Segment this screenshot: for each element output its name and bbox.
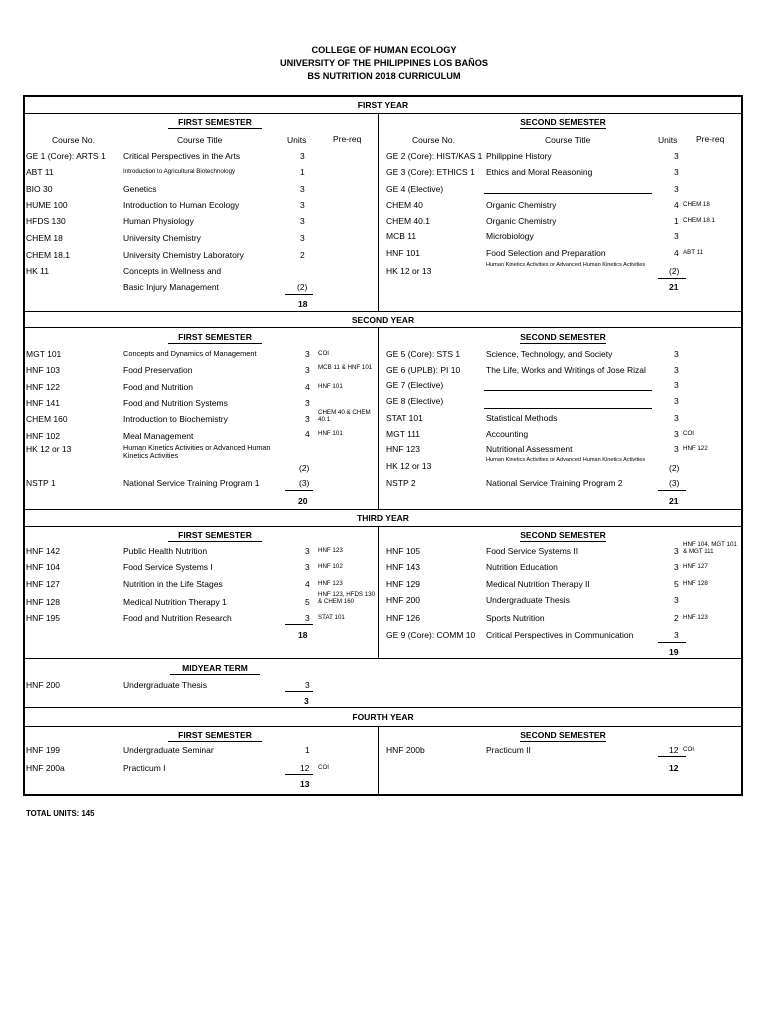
course-title: Food and Nutrition Research (123, 613, 232, 623)
course-no: CHEM 40.1 (386, 216, 430, 226)
course-units: 3 (674, 444, 679, 454)
total-underline (285, 624, 313, 625)
course-no: HNF 126 (386, 613, 421, 623)
semester-title: SECOND SEMESTER (520, 117, 606, 127)
semester-total: 20 (298, 496, 308, 506)
course-prereq: COI (318, 350, 330, 357)
course-title: Basic Injury Management (123, 282, 219, 292)
underline (168, 541, 262, 542)
course-prereq: HNF 122 (683, 445, 708, 452)
course-prereq: STAT 101 (318, 614, 345, 621)
course-title: Concepts in Wellness and (123, 266, 222, 276)
university-name: UNIVERSITY OF THE PHILIPPINES LOS BAÑOS (279, 58, 489, 68)
course-no: HNF 200a (26, 763, 65, 773)
course-title: Nutritional Assessment (486, 444, 573, 454)
course-no: NSTP 1 (26, 478, 56, 488)
course-title: Genetics (123, 184, 157, 194)
course-no: HNF 122 (26, 382, 61, 392)
course-no: MCB 11 (386, 231, 417, 241)
course-prereq: CHEM 40 & CHEM 40.1 (318, 409, 371, 424)
semester-title: SECOND SEMESTER (520, 332, 606, 342)
course-units: 3 (305, 546, 310, 556)
course-no: HK 12 or 13 (386, 461, 432, 471)
row-divider (23, 509, 743, 510)
semester-total: 13 (300, 779, 310, 789)
course-units: 1 (674, 216, 679, 226)
course-units: 5 (674, 579, 679, 589)
elective-blank-line (484, 408, 652, 409)
underline (170, 674, 260, 675)
course-no: HNF 105 (386, 546, 421, 556)
semester-total: 12 (669, 763, 679, 773)
course-units: 3 (674, 595, 679, 605)
course-no: HK 12 or 13 (386, 266, 432, 276)
course-units: 4 (674, 200, 679, 210)
course-units: 12 (300, 763, 310, 773)
course-title: University Chemistry (123, 233, 201, 243)
year-title: FIRST YEAR (357, 100, 409, 110)
semester-total: 21 (669, 496, 679, 506)
course-no: MGT 111 (386, 429, 421, 439)
course-title: Introduction to Biochemistry (123, 414, 228, 424)
course-no: HUME 100 (26, 200, 68, 210)
underline (520, 541, 606, 542)
course-title: Food and Nutrition (123, 382, 193, 392)
col-header-units: Units (658, 135, 678, 145)
course-no: NSTP 2 (386, 478, 416, 488)
course-units: 3 (674, 167, 679, 177)
course-title: Food and Nutrition Systems (123, 398, 228, 408)
course-no: GE 2 (Core): HIST/KAS 1 (386, 151, 483, 161)
course-title: Human Kinetics Activities or Advanced Human Kinetics Activities (486, 262, 646, 268)
course-prereq: COI (683, 746, 695, 753)
course-no: HNF 127 (26, 579, 61, 589)
col-header-course-no: Course No. (52, 135, 95, 145)
course-units: (2) (669, 266, 680, 276)
course-title: Undergraduate Thesis (486, 595, 570, 605)
course-units: (3) (669, 478, 680, 488)
course-units: 3 (305, 414, 310, 424)
course-prereq: HNF 127 (683, 563, 708, 570)
course-title: Human Kinetics Activities or Advanced Human Kinetics Activities (123, 443, 271, 461)
course-no: MGT 101 (26, 349, 62, 359)
course-units: 3 (300, 151, 305, 161)
total-underline (658, 756, 686, 757)
row-divider (23, 726, 743, 727)
course-no: STAT 101 (386, 413, 423, 423)
course-title: Statistical Methods (486, 413, 558, 423)
course-title: Human Physiology (123, 216, 194, 226)
course-units: 3 (305, 562, 310, 572)
course-title: Accounting (486, 429, 529, 439)
course-prereq: CHEM 18 (683, 201, 710, 208)
course-no: GE 6 (UPLB): PI 10 (386, 365, 461, 375)
course-title: Sports Nutrition (486, 613, 545, 623)
course-no: ABT 11 (26, 167, 54, 177)
column-divider (378, 526, 379, 658)
total-underline (658, 490, 686, 491)
course-units: 2 (300, 250, 305, 260)
course-title: Practicum I (123, 763, 166, 773)
course-units: 3 (674, 365, 679, 375)
course-title: Critical Perspectives in the Arts (123, 151, 241, 161)
course-prereq: HNF 123 (683, 614, 708, 621)
course-units: 1 (305, 745, 310, 755)
course-no: HNF 200 (386, 595, 421, 605)
course-title: Food Preservation (123, 365, 193, 375)
course-title: Practicum II (486, 745, 531, 755)
course-prereq: COI (683, 430, 695, 437)
semester-title: SECOND SEMESTER (520, 530, 606, 540)
course-no: HNF 128 (26, 597, 61, 607)
course-units: 12 (669, 745, 679, 755)
course-title: Public Health Nutrition (123, 546, 208, 556)
semester-title: MIDYEAR TERM (182, 663, 248, 673)
course-no: HNF 103 (26, 365, 61, 375)
college-name: COLLEGE OF HUMAN ECOLOGY (311, 45, 457, 55)
course-units: 3 (305, 349, 310, 359)
course-units: 4 (674, 248, 679, 258)
col-header-course-title: Course Title (545, 135, 591, 145)
course-no: HNF 142 (26, 546, 61, 556)
course-units: 3 (674, 429, 679, 439)
course-units: 3 (674, 630, 679, 640)
course-units: 3 (300, 233, 305, 243)
course-units: 3 (674, 349, 679, 359)
course-no: CHEM 160 (26, 414, 68, 424)
course-no: HNF 141 (26, 398, 61, 408)
course-no: CHEM 18.1 (26, 250, 70, 260)
underline (520, 128, 606, 129)
elective-blank-line (484, 390, 652, 391)
course-prereq: HNF 128 (683, 580, 708, 587)
course-units: 3 (300, 216, 305, 226)
course-prereq: CHEM 18.1 (683, 217, 715, 224)
course-no: GE 8 (Elective) (386, 396, 444, 406)
course-title: Food Service Systems I (123, 562, 213, 572)
col-header-course-title: Course Title (177, 135, 223, 145)
course-title: Concepts and Dynamics of Management (123, 349, 257, 358)
course-units: (2) (299, 463, 310, 473)
year-title: FOURTH YEAR (352, 712, 414, 722)
course-units: 3 (674, 546, 679, 556)
course-no: CHEM 18 (26, 233, 63, 243)
course-units: 2 (674, 613, 679, 623)
course-no: GE 1 (Core): ARTS 1 (26, 151, 106, 161)
course-title: Science, Technology, and Society (486, 349, 613, 359)
course-prereq: HNF 123, HFDS 130 & CHEM 160 (318, 591, 376, 606)
course-units: 3 (674, 231, 679, 241)
total-units: TOTAL UNITS: 145 (26, 809, 95, 818)
course-title: Undergraduate Thesis (123, 680, 207, 690)
course-no: GE 3 (Core): ETHICS 1 (386, 167, 475, 177)
course-units: 3 (305, 365, 310, 375)
course-title: Critical Perspectives in Communication (486, 630, 634, 640)
column-divider (378, 113, 379, 311)
course-no: HNF 199 (26, 745, 61, 755)
total-underline (658, 642, 686, 643)
course-title: Medical Nutrition Therapy 1 (123, 597, 227, 607)
year-title: SECOND YEAR (351, 315, 415, 325)
course-prereq: HNF 104, MGT 101 & MGT 111 (683, 541, 737, 556)
course-no: HNF 143 (386, 562, 421, 572)
course-units: 3 (674, 413, 679, 423)
course-prereq: COI (318, 764, 330, 771)
semester-total: 18 (298, 630, 308, 640)
course-units: 3 (300, 184, 305, 194)
course-units: 3 (674, 380, 679, 390)
underline (520, 741, 606, 742)
semester-total: 3 (304, 696, 309, 706)
course-units: 3 (305, 680, 310, 690)
course-no: HNF 129 (386, 579, 421, 589)
course-units: 4 (305, 579, 310, 589)
course-prereq: ABT 11 (683, 249, 704, 256)
course-prereq: HNF 123 (318, 547, 343, 554)
course-title: National Service Training Program 1 (123, 478, 260, 488)
year-title: THIRD YEAR (357, 513, 409, 523)
semester-total: 18 (298, 299, 308, 309)
course-no: CHEM 40 (386, 200, 423, 210)
underline (168, 128, 262, 129)
course-units: 4 (305, 382, 310, 392)
course-units: 3 (674, 562, 679, 572)
course-title: Undergraduate Seminar (123, 745, 214, 755)
row-divider (23, 327, 743, 328)
course-units: 3 (674, 184, 679, 194)
course-units: 4 (305, 429, 310, 439)
course-units: (3) (299, 478, 310, 488)
semester-title: FIRST SEMESTER (178, 730, 252, 740)
curriculum-title: BS NUTRITION 2018 CURRICULUM (307, 71, 461, 81)
semester-total: 19 (669, 647, 679, 657)
course-title: University Chemistry Laboratory (123, 250, 244, 260)
course-units: 5 (305, 597, 310, 607)
course-no: HNF 104 (26, 562, 61, 572)
col-header-prereq: Pre-req (333, 134, 362, 144)
row-divider (23, 526, 743, 527)
course-no: GE 7 (Elective) (386, 380, 444, 390)
total-underline (285, 294, 313, 295)
course-title: Organic Chemistry (486, 200, 557, 210)
course-units: 3 (305, 398, 310, 408)
elective-blank-line (484, 193, 652, 194)
course-no: HNF 200 (26, 680, 61, 690)
course-title: Food Service Systems II (486, 546, 579, 556)
column-divider (378, 726, 379, 796)
course-units: 3 (305, 613, 310, 623)
row-divider (23, 113, 743, 114)
underline (520, 343, 606, 344)
col-header-prereq: Pre-req (696, 134, 725, 144)
course-title: National Service Training Program 2 (486, 478, 623, 488)
course-no: BIO 30 (26, 184, 53, 194)
course-units: (2) (669, 463, 680, 473)
course-units: 3 (674, 396, 679, 406)
semester-title: SECOND SEMESTER (520, 730, 606, 740)
course-title: Nutrition in the Life Stages (123, 579, 223, 589)
course-no: HK 11 (26, 266, 49, 276)
total-underline (285, 774, 313, 775)
course-units: 1 (300, 167, 305, 177)
row-divider (23, 311, 743, 312)
total-underline (285, 490, 313, 491)
course-no: HNF 195 (26, 613, 61, 623)
course-no: GE 5 (Core): STS 1 (386, 349, 461, 359)
semester-title: FIRST SEMESTER (178, 530, 252, 540)
course-prereq: HNF 102 (318, 563, 343, 570)
total-underline (285, 691, 313, 692)
course-prereq: HNF 101 (318, 383, 343, 390)
course-title: Medical Nutrition Therapy II (486, 579, 590, 589)
course-no: HNF 200b (386, 745, 425, 755)
semester-title: FIRST SEMESTER (178, 332, 252, 342)
course-no: HNF 101 (386, 248, 421, 258)
course-prereq: HNF 101 (318, 430, 343, 437)
course-title: Microbiology (486, 231, 534, 241)
course-no: HNF 123 (386, 444, 421, 454)
total-underline (658, 278, 686, 279)
course-no: GE 9 (Core): COMM 10 (386, 630, 476, 640)
row-divider (23, 707, 743, 708)
course-title: Nutrition Education (486, 562, 558, 572)
course-no: HFDS 130 (26, 216, 66, 226)
row-divider (23, 658, 743, 659)
course-title: Introduction to Human Ecology (123, 200, 240, 210)
course-units: 3 (674, 151, 679, 161)
course-title: Meal Management (123, 431, 194, 441)
course-title: Human Kinetics Activities or Advanced Human Kinetics Activities (486, 457, 646, 463)
underline (168, 343, 262, 344)
course-prereq: HNF 123 (318, 580, 343, 587)
course-title: Organic Chemistry (486, 216, 557, 226)
course-title: Food Selection and Preparation (486, 248, 606, 258)
course-no: GE 4 (Elective) (386, 184, 444, 194)
course-no: HNF 102 (26, 431, 61, 441)
semester-title: FIRST SEMESTER (178, 117, 252, 127)
column-divider (378, 327, 379, 509)
course-units: 3 (300, 200, 305, 210)
semester-total: 21 (669, 282, 679, 292)
course-units: (2) (297, 282, 308, 292)
col-header-units: Units (287, 135, 307, 145)
course-title: Introduction to Agricultural Biotechnology (123, 168, 236, 175)
course-no: HK 12 or 13 (26, 444, 72, 454)
course-title: The Life, Works and Writings of Jose Rizal (486, 365, 646, 375)
course-title: Ethics and Moral Reasoning (486, 167, 593, 177)
col-header-course-no: Course No. (412, 135, 455, 145)
underline (168, 741, 262, 742)
course-title: Philippine History (486, 151, 552, 161)
course-prereq: MCB 11 & HNF 101 (318, 364, 373, 371)
